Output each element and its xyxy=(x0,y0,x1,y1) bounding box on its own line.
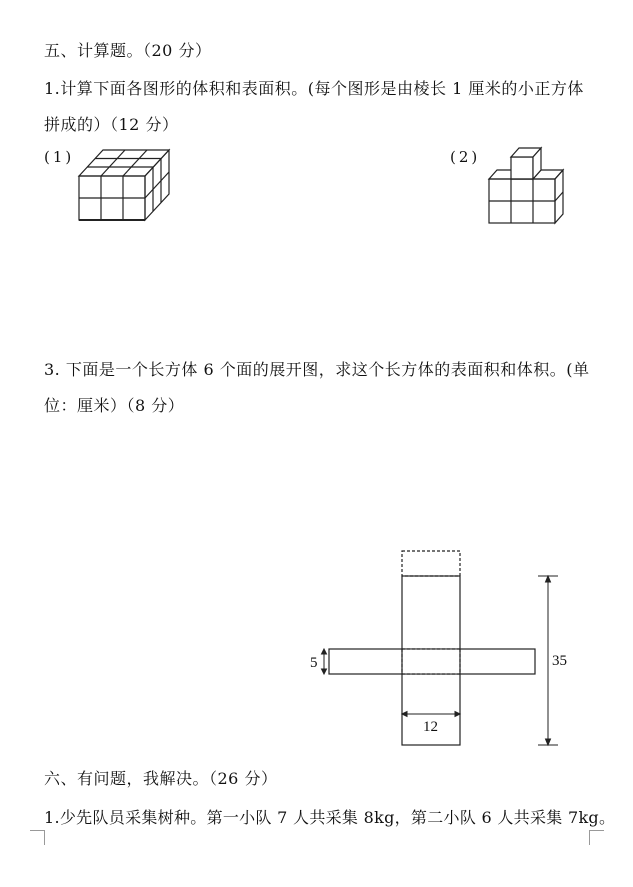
question-3-text-line-1: 3. 下面是一个长方体 6 个面的展开图，求这个长方体的表面积和体积。(单 xyxy=(44,360,590,379)
crop-mark-bottom-right xyxy=(589,830,604,845)
question-1-text-line-2: 拼成的）（12 分） xyxy=(44,115,179,134)
section-5-heading: 五、计算题。（20 分） xyxy=(44,41,212,60)
net-top-dashed-face xyxy=(402,551,460,576)
section-6-question-1-line-1: 1.少先队员采集树种。第一小队 7 人共采集 8kg，第二小队 6 人共采集 7kg。 xyxy=(44,808,616,827)
crop-mark-bottom-left xyxy=(30,830,45,845)
section-6-heading: 六、有问题，我解决。（26 分） xyxy=(44,769,278,788)
figure-1-cube-stack xyxy=(76,146,186,226)
question-3-text-line-2: 位：厘米）（8 分） xyxy=(44,396,185,415)
net-width-label: 12 xyxy=(423,719,438,735)
figure-2-cube-stack xyxy=(486,144,576,229)
question-1-text-line-1: 1.计算下面各图形的体积和表面积。(每个图形是由棱长 1 厘米的小正方体 xyxy=(44,79,584,98)
net-height-label: 5 xyxy=(310,655,318,671)
figure-1-label: (1) xyxy=(44,148,75,166)
net-length-label: 35 xyxy=(552,653,567,669)
cuboid-net-diagram xyxy=(310,545,570,755)
figure-2-label: (2) xyxy=(450,148,481,166)
